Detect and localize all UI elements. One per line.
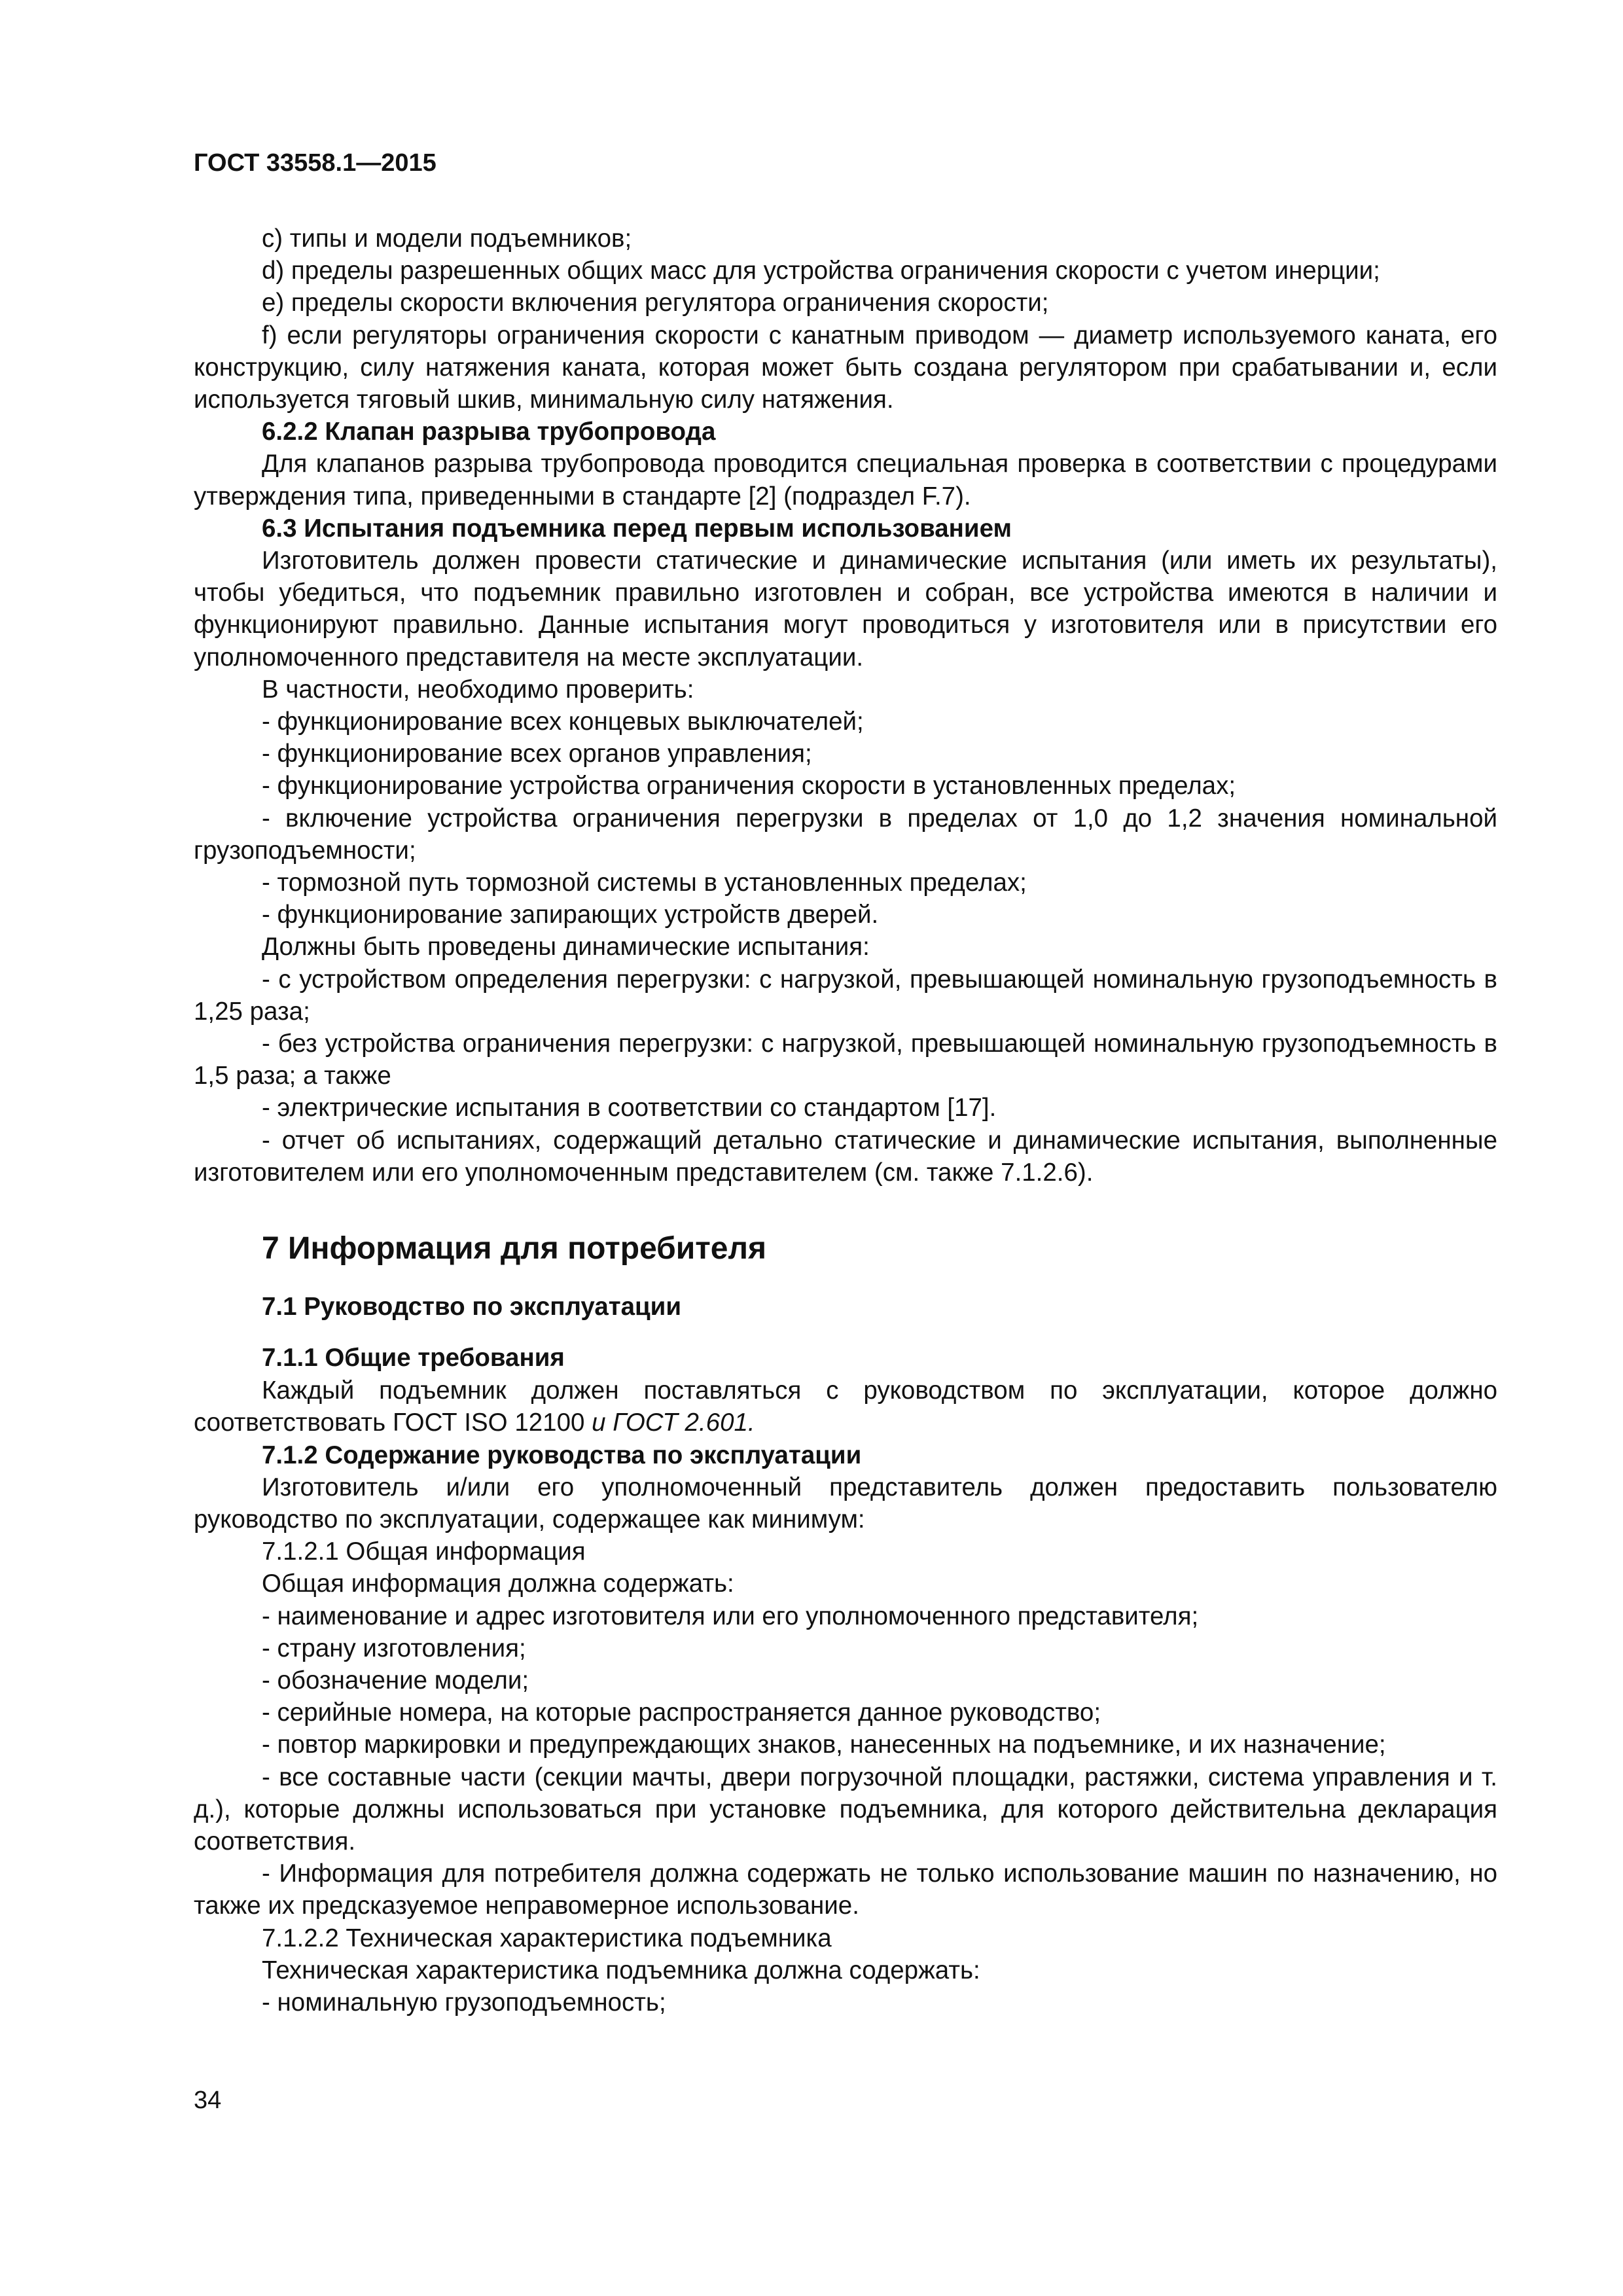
section-6-3-intro: Изготовитель должен провести статические и динамические испытания (или иметь их результаты), чтобы убедиться, что подъемник правильно изготовлен и собран, все устройства имеются в наличии и функционируют правильно. Данные испытания могут проводиться у изготовителя или в присутствии его уполномоченного представителя на месте эксплуатации. [194,547,1497,672]
section-6-3-title: 6.3 Испытания подъемника перед первым использованием [262,514,1012,543]
section-6-2-2-text: Для клапанов разрыва трубопровода проводится специальная проверка в соответствии с процедурами утверждения типа, приведенными в стандарте [2] (подраздел F.7). [194,450,1497,511]
check-item: - функционирование всех органов управления; [262,740,812,768]
info-item: - серийные номера, на которые распространяется данное руководство; [262,1698,1101,1727]
section-7-1-2-1-intro: Общая информация должна содержать: [262,1570,734,1598]
check-item: - функционирование запирающих устройств дверей. [262,901,879,929]
section-7-1-2-2-intro: Техническая характеристика подъемника должна содержать: [262,1956,980,1984]
info-item: - повтор маркировки и предупреждающих знаков, нанесенных на подъемнике, и их назначение; [262,1731,1386,1759]
section-7-1-1-text [194,1374,1497,1439]
list-item-f: f) если регуляторы ограничения скорости с канатным приводом — диаметр используемого каната, его конструкцию, силу натяжения каната, которая может быть создана регулятором при срабатывании и, если используется тяговый шкив, минимальную силу натяжения. [194,321,1497,414]
dyn-item: - без устройства ограничения перегрузки: с нагрузкой, превышающей номинальную грузоподъемность в 1,5 раза; а также [194,1030,1497,1090]
document-body [194,223,1497,2018]
check-item: - тормозной путь тормозной системы в установленных пределах; [262,869,1027,897]
section-7-1-2-1-title: 7.1.2.1 Общая информация [262,1537,586,1566]
document-page [194,0,1497,2296]
section-6-2-2-title: 6.2.2 Клапан разрыва трубопровода [262,418,716,446]
list-item-c: c) типы и модели подъемников; [262,224,632,253]
section-7-1-1-text-italic: и ГОСТ 2.601. [592,1408,755,1437]
section-7-1-1-text-main: Каждый подъемник должен поставляться с руководством по эксплуатации, которое должно соответствовать ГОСТ ISO 12100 [194,1376,1497,1437]
info-item: - Информация для потребителя должна содержать не только использование машин по назначению, но также их предсказуемое неправомерное использование. [194,1859,1497,1920]
info-item: - обозначение модели; [262,1666,529,1695]
check-item: - включение устройства ограничения перегрузки в пределах от 1,0 до 1,2 значения номинальной грузоподъемности; [194,804,1497,865]
page-number: 34 [194,2087,222,2114]
spec-item: - номинальную грузоподъемность; [262,1988,666,2017]
dyn-item: - электрические испытания в соответствии со стандартом [17]. [262,1094,997,1122]
section-6-3-dyn-intro: Должны быть проведены динамические испытания: [262,933,870,961]
info-item: - страну изготовления; [262,1634,526,1662]
section-7-title: 7 Информация для потребителя [262,1231,766,1266]
section-6-3-check-intro: В частности, необходимо проверить: [262,675,694,704]
section-7-1-2-title: 7.1.2 Содержание руководства по эксплуатации [262,1441,862,1469]
info-item: - наименование и адрес изготовителя или его уполномоченного представителя; [262,1602,1199,1630]
section-7-1-2-2-title: 7.1.2.2 Техническая характеристика подъемника [262,1924,832,1952]
dyn-item: - отчет об испытаниях, содержащий детально статические и динамические испытания, выполненные изготовителем или его уполномоченным представителем (см. также 7.1.2.6). [194,1126,1497,1187]
check-item: - функционирование устройства ограничения скорости в установленных пределах; [262,772,1236,800]
list-item-d: d) пределы разрешенных общих масс для устройства ограничения скорости с учетом инерции; [262,257,1380,285]
info-item: - все составные части (секции мачты, двери погрузочной площадки, растяжки, система управления и т. д.), которые должны использоваться при установке подъемника, для которого действительна декларация соответствия. [194,1763,1497,1856]
standard-header: ГОСТ 33558.1—2015 [194,149,437,177]
section-7-1-1-title: 7.1.1 Общие требования [262,1344,565,1372]
check-item: - функционирование всех концевых выключателей; [262,708,864,736]
section-7-1-2-text: Изготовитель и/или его уполномоченный представитель должен предоставить пользователю руководство по эксплуатации, содержащее как минимум: [194,1473,1497,1534]
dyn-item: - с устройством определения перегрузки: с нагрузкой, превышающей номинальную грузоподъемность в 1,25 раза; [194,965,1497,1026]
list-item-e: e) пределы скорости включения регулятора ограничения скорости; [262,289,1049,317]
section-7-1-title: 7.1 Руководство по эксплуатации [262,1293,682,1321]
